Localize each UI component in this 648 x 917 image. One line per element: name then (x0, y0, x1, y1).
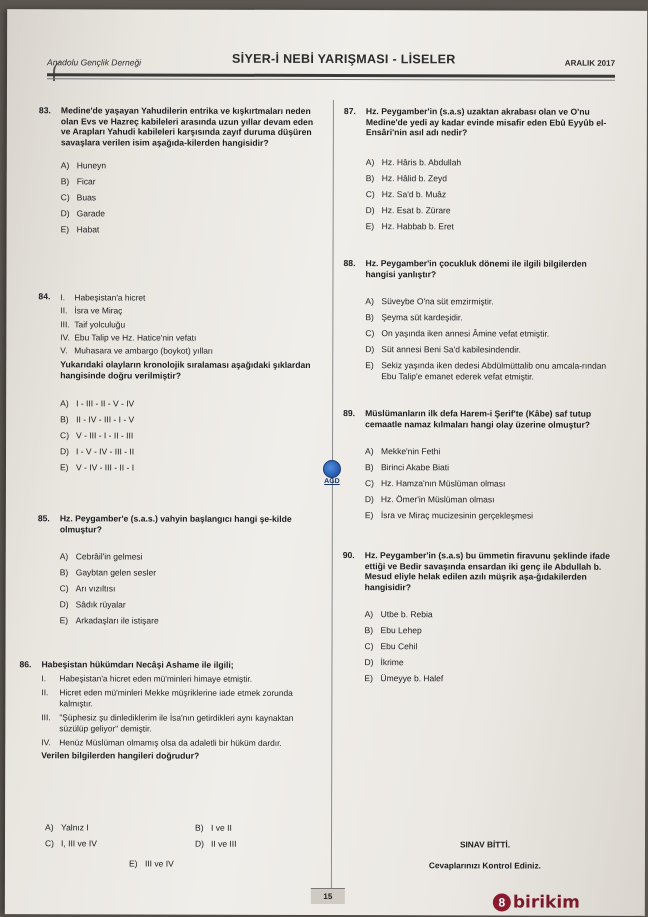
question-86 (19, 659, 319, 761)
question-number: 89. (343, 408, 356, 419)
option-d[interactable]: D) II ve III (194, 838, 237, 849)
page-number: 15 (311, 888, 345, 904)
statement-item: IV. Henüz Müslüman olmamış olsa da adaletli bir hüküm dardır. (41, 736, 282, 748)
option-b[interactable]: B) Şeyma süt kardeşidir. (365, 312, 463, 323)
statement-item: III. Taif yolculuğu (60, 318, 126, 330)
statement-item: IV. Ebu Talip ve Hz. Hatice'nin vefatı (60, 332, 197, 343)
brand-name: birikim (512, 892, 580, 913)
option-b[interactable]: B) II - IV - III - I - V (60, 413, 135, 425)
option-c[interactable]: C) Hz. Hamza'nın Müslüman olması (364, 478, 506, 489)
question-90 (342, 550, 616, 687)
header-rule-thin (47, 78, 615, 80)
option-d[interactable]: D) Hz. Ömer'in Müslüman olması (364, 494, 495, 505)
statement-item: II. Hicret eden mü'minleri Mekke müşriklerine iade etmek zorunda kalmıştır. (41, 686, 293, 708)
option-b[interactable]: B) Hz. Hâlid b. Zeyd (365, 172, 447, 184)
option-b[interactable]: B) Ebu Lehep (364, 625, 422, 636)
option-c[interactable]: C) Hz. Sa'd b. Muâz (365, 188, 447, 200)
question-84 (38, 291, 320, 475)
question-number: 83. (38, 105, 51, 116)
option-b[interactable]: B) I ve II (195, 822, 232, 833)
statement-item: II. İsra ve Miraç (60, 305, 123, 316)
question-86-options (45, 819, 325, 872)
question-83 (39, 105, 321, 238)
option-e[interactable]: E) İsra ve Miraç mucizesinin gerçekleşmesi (364, 510, 533, 521)
option-c[interactable]: C) On yaşında iken annesi Âmine vefat etmiştir. (365, 328, 550, 339)
option-e[interactable]: E) III ve IV (128, 858, 174, 869)
option-c[interactable]: C) V - III - I - II - III (60, 429, 134, 441)
option-b[interactable]: B) Birinci Akabe Biati (364, 462, 450, 473)
question-85 (38, 513, 320, 629)
option-e[interactable]: E) Sekiz yaşında iken dedesi Abdülmüttalib onu amcala-rından Ebu Talip'e emanet ederek vefat etmiştir. (365, 360, 607, 382)
statement-item: V. Muhasara ve ambargo (boykot) yılları (60, 345, 214, 356)
question-number: 86. (19, 659, 32, 670)
question-stem: Hz. Peygamber'in (s.a.s) uzaktan akrabası olan ve O'nu Medine'de yedi ay kadar evinde misafir eden Ebû Eyyûb el-Ensâri'nin asıl adı nedir? (365, 106, 607, 138)
option-d[interactable]: D) Garade (60, 208, 106, 219)
birikim-logo-icon: 8 (493, 893, 511, 911)
page-header (47, 51, 615, 70)
question-87 (344, 106, 618, 234)
header-title: SİYER-İ NEBİ YARIŞMASI - LİSELER (232, 51, 456, 67)
question-stem: Habeşistan hükümdarı Necâşi Ashame ile ilgili; (41, 659, 234, 670)
question-stem: Müslümanların ilk defa Harem-i Şerif'te (Kâbe) saf tutup cemaatle namaz kılmaları hangi olay üzerine olmuştur? (365, 408, 592, 430)
publisher-brand (493, 892, 580, 912)
question-number: 90. (342, 550, 355, 561)
option-a[interactable]: A) Utbe b. Rebia (364, 609, 433, 620)
exam-page (5, 9, 647, 916)
question-number: 85. (37, 513, 50, 524)
option-a[interactable]: A) Huneyn (60, 160, 107, 171)
option-a[interactable]: A) Yalnız I (45, 822, 89, 833)
question-number: 84. (38, 291, 51, 302)
option-a[interactable]: A) Cebrâil'in gelmesi (59, 551, 143, 562)
option-d[interactable]: D) İkrime (364, 657, 404, 668)
option-c[interactable]: C) Buas (60, 192, 97, 203)
check-answers-line: Cevaplarınızı Kontrol Ediniz. (428, 860, 541, 871)
question-stem: Medine'de yaşayan Yahudilerin entrika ve kışkırtmaları neden olan Evs ve Hazreç kabileleri arasında uzun yıllar devam eden ve Arapları Yahudi kabileleri karşısında zayıf duruma düşüren savaşlara verilen isim aşağıda-kilerden hangisidir? (60, 105, 314, 148)
option-e[interactable]: E) Habat (60, 224, 100, 235)
question-stem: Hz. Peygamber'e (s.a.s.) vahyin başlangıcı hangi şe-kilde olmuştur? (59, 513, 292, 535)
agd-logo-icon (323, 460, 341, 478)
option-c[interactable]: C) Arı vızıltısı (59, 583, 116, 594)
option-a[interactable]: A) I - III - II - V - IV (60, 397, 135, 409)
agd-badge-text: AGD (324, 477, 340, 486)
header-date: ARALIK 2017 (564, 58, 616, 68)
option-c[interactable]: C) I, III ve IV (44, 838, 97, 849)
agd-badge (319, 460, 345, 485)
option-a[interactable]: A) Mekke'nin Fethi (365, 446, 441, 457)
statement-item: I. Habeşistan'a hicret eden mü'minleri himaye etmiştir. (41, 672, 253, 684)
option-c[interactable]: C) Ebu Cehil (364, 641, 418, 652)
option-d[interactable]: D) I - V - IV - III - II (60, 445, 135, 457)
exam-end-notice (405, 838, 565, 872)
header-org: Anadolu Gençlik Derneği (47, 57, 142, 68)
question-number: 87. (343, 106, 356, 117)
question-88 (343, 258, 617, 383)
option-d[interactable]: D) Süt annesi Beni Sa'd kabilesindendir. (365, 344, 521, 355)
option-e[interactable]: E) Hz. Habbab b. Eret (365, 220, 454, 232)
option-d[interactable]: D) Sâdık rüyalar (59, 599, 126, 610)
option-b[interactable]: B) Ficar (60, 176, 96, 187)
question-stem: Hz. Peygamber'in (s.a.s) bu ümmetin firavunu şeklinde ifade ettiği ve Bedir savaşında ensardan iki genç ile Abdullah b. Mesud eliyle helak edilen azılı müşrik aşa-ğıdakilerden hangisidir? (364, 550, 610, 593)
option-b[interactable]: B) Gaybtan gelen sesler (59, 567, 157, 578)
question-89 (343, 408, 617, 524)
statement-item: III. "Şüphesiz şu dinlediklerim ile İsa'nın getirdikleri aynı kaynaktan süzülüp geliyor" demiştir. (41, 711, 294, 734)
question-prompt: Verilen bilgilerden hangileri doğrudur? (41, 749, 200, 761)
option-e[interactable]: E) V - IV - III - II - I (59, 461, 135, 473)
option-e[interactable]: E) Ümeyye b. Halef (364, 673, 444, 684)
exam-end-line: SINAV BİTTİ. (459, 839, 511, 850)
option-e[interactable]: E) Arkadaşları ile istişare (59, 615, 159, 626)
statement-item: I. Habeşistan'a hicret (60, 292, 146, 303)
question-number: 88. (343, 258, 356, 269)
option-d[interactable]: D) Hz. Esat b. Zürare (365, 204, 451, 216)
column-divider (331, 100, 334, 900)
option-a[interactable]: A) Hz. Hâris b. Abdullah (365, 156, 462, 168)
header-rule (47, 73, 615, 77)
question-prompt: Yukarıdaki olayların kronolojik sıralaması aşağıdaki şıklardan hangisinde doğru verilmiştir? (60, 359, 311, 381)
question-stem: Hz. Peygamber'in çocukluk dönemi ile ilgili bilgilerden hangisi yanlıştır? (365, 258, 587, 279)
option-a[interactable]: A) Süveybe O'na süt emzirmiştir. (365, 296, 494, 307)
